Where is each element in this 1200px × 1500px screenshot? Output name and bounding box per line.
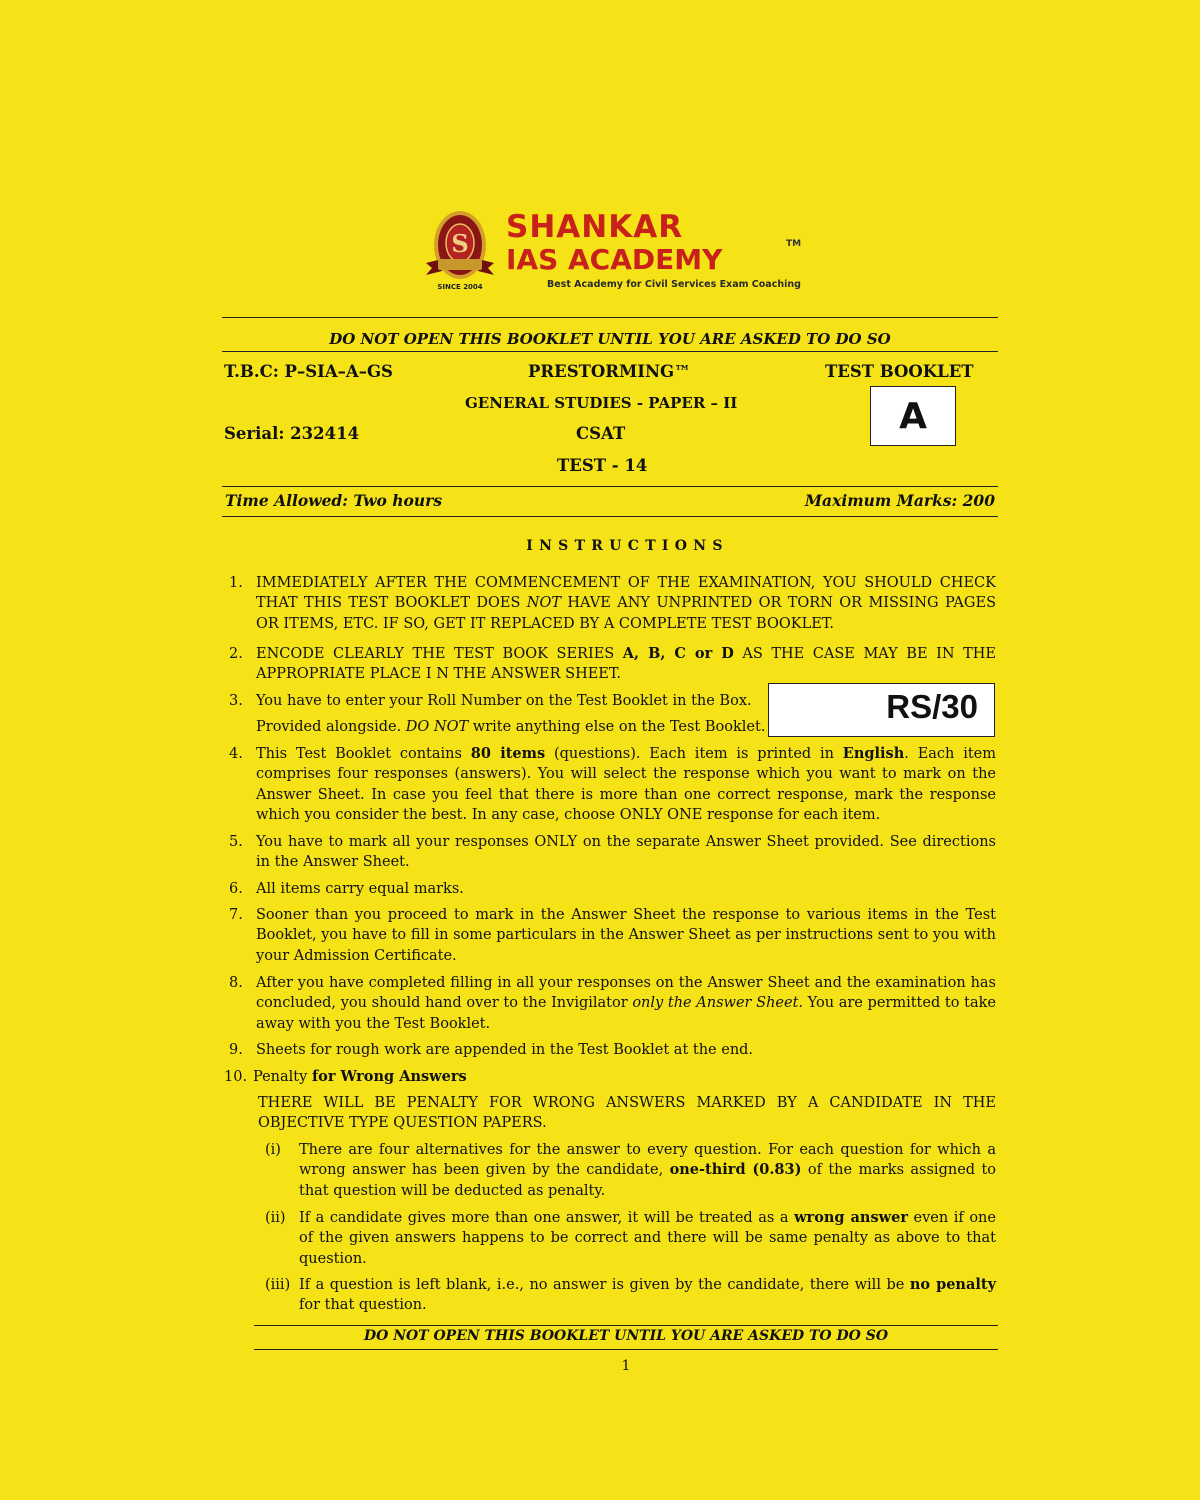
- instruction-item: IMMEDIATELY AFTER THE COMMENCEMENT OF THE EXAMINATION, YOU SHOULD CHECK THAT THIS TEST BOOKLET DOES NOT HAVE ANY UNPRINTED OR TORN OR MISSING PAGES OR ITEMS, ETC. IF SO, GET IT REPLACED BY A COMPLETE TEST BOOKLET.: [256, 575, 997, 632]
- roll-number-box: [768, 683, 995, 737]
- penalty-intro: THERE WILL BE PENALTY FOR WRONG ANSWERS MARKED BY A CANDIDATE IN THE OBJECTIVE TYPE QUESTION PAPERS.: [258, 1095, 996, 1132]
- item-number: 10.: [224, 1069, 248, 1085]
- divider: [222, 516, 998, 517]
- instruction-item: You have to enter your Roll Number on the Test Booklet in the Box.: [256, 693, 752, 709]
- tbc-code: T.B.C: P–SIA–A–GS: [224, 362, 393, 381]
- item-number: 4.: [229, 746, 243, 762]
- divider: [254, 1349, 998, 1350]
- penalty-rule: There are four alternatives for the answer to every question. For each question for which a wrong answer has been given by the candidate, one-third (0.83) of the marks assigned to that question will be deducted as penalty.: [299, 1142, 997, 1199]
- penalty-rule: If a candidate gives more than one answer, it will be treated as a wrong answer even if one of the given answers happens to be correct and there will be same penalty as above to that question.: [299, 1209, 996, 1267]
- test-number: TEST - 14: [557, 456, 648, 475]
- maximum-marks: Maximum Marks: 200: [804, 491, 995, 510]
- instruction-item: All items carry equal marks.: [256, 881, 464, 897]
- instruction-item: ENCODE CLEARLY THE TEST BOOK SERIES A, B, C or D AS THE CASE MAY BE IN THE APPROPRIATE PLACE I N THE ANSWER SHEET.: [256, 645, 996, 683]
- instruction-item: This Test Booklet contains 80 items (questions). Each item is printed in English. Each item comprises four responses (answers). You will select the response which you want to mark on the Answer Sheet. In case you feel that there is more than one correct response, mark the response which you consider the best. In any case, choose ONLY ONE response for each item.: [256, 745, 996, 823]
- item-number: 6.: [229, 881, 243, 897]
- instruction-item: Sooner than you proceed to mark in the Answer Sheet the response to various items in the Test Booklet, you have to fill in some particulars in the Answer Sheet as per instructions sent to you with your Admission Certificate.: [256, 907, 996, 964]
- logo-name-line1: SHANKAR: [506, 209, 684, 245]
- booklet-series: A: [899, 395, 927, 437]
- item-number: 9.: [229, 1042, 243, 1058]
- item-number: 8.: [229, 975, 243, 991]
- sub-item-number: (i): [265, 1142, 281, 1158]
- roll-number: RS/30: [886, 688, 978, 725]
- instructions-heading: INSTRUCTIONS: [526, 538, 729, 554]
- shield-emblem-icon: [422, 205, 504, 293]
- booklet-series-box: [870, 386, 956, 446]
- instruction-item: Penalty for Wrong Answers: [253, 1068, 467, 1085]
- item-number: 7.: [229, 907, 243, 923]
- sub-item-number: (iii): [265, 1277, 291, 1293]
- subject-title: CSAT: [576, 424, 626, 443]
- item-number: 1.: [229, 575, 243, 591]
- svg-text:S: S: [451, 229, 469, 258]
- top-warning: DO NOT OPEN THIS BOOKLET UNTIL YOU ARE ASKED TO DO SO: [329, 330, 891, 348]
- bottom-warning: DO NOT OPEN THIS BOOKLET UNTIL YOU ARE ASKED TO DO SO: [363, 1328, 889, 1344]
- sub-item-number: (ii): [265, 1210, 286, 1226]
- instruction-item: You have to mark all your responses ONLY on the separate Answer Sheet provided. See directions in the Answer Sheet.: [256, 834, 996, 871]
- instruction-item: Provided alongside. DO NOT write anything else on the Test Booklet.: [256, 719, 766, 735]
- divider: [222, 351, 998, 352]
- academy-logo: [422, 205, 812, 295]
- paper-title: GENERAL STUDIES - PAPER – II: [465, 394, 738, 412]
- instruction-item: Sheets for rough work are appended in the Test Booklet at the end.: [256, 1042, 754, 1058]
- page-number: 1: [621, 1358, 631, 1374]
- item-number: 3.: [229, 693, 243, 709]
- serial-number: Serial: 232414: [224, 424, 360, 443]
- divider: [222, 317, 998, 318]
- booklet-label: TEST BOOKLET: [825, 362, 974, 381]
- trademark-mark: TM: [786, 239, 802, 249]
- divider: [222, 486, 998, 487]
- item-number: 2.: [229, 646, 243, 662]
- penalty-rule: If a question is left blank, i.e., no answer is given by the candidate, there will be no penalty for that question.: [299, 1276, 997, 1314]
- svg-text:SINCE 2004: SINCE 2004: [437, 283, 483, 291]
- instruction-item: After you have completed filling in all your responses on the Answer Sheet and the examination has concluded, you should hand over to the Invigilator only the Answer Sheet. You are permitted to take away with you the Test Booklet.: [256, 975, 996, 1032]
- time-allowed: Time Allowed: Two hours: [225, 491, 443, 510]
- logo-tagline: Best Academy for Civil Services Exam Coaching: [547, 279, 801, 290]
- logo-name-line2: IAS ACADEMY: [506, 243, 723, 276]
- program-title: PRESTORMING™: [528, 362, 691, 381]
- divider: [254, 1325, 998, 1326]
- item-number: 5.: [229, 834, 243, 850]
